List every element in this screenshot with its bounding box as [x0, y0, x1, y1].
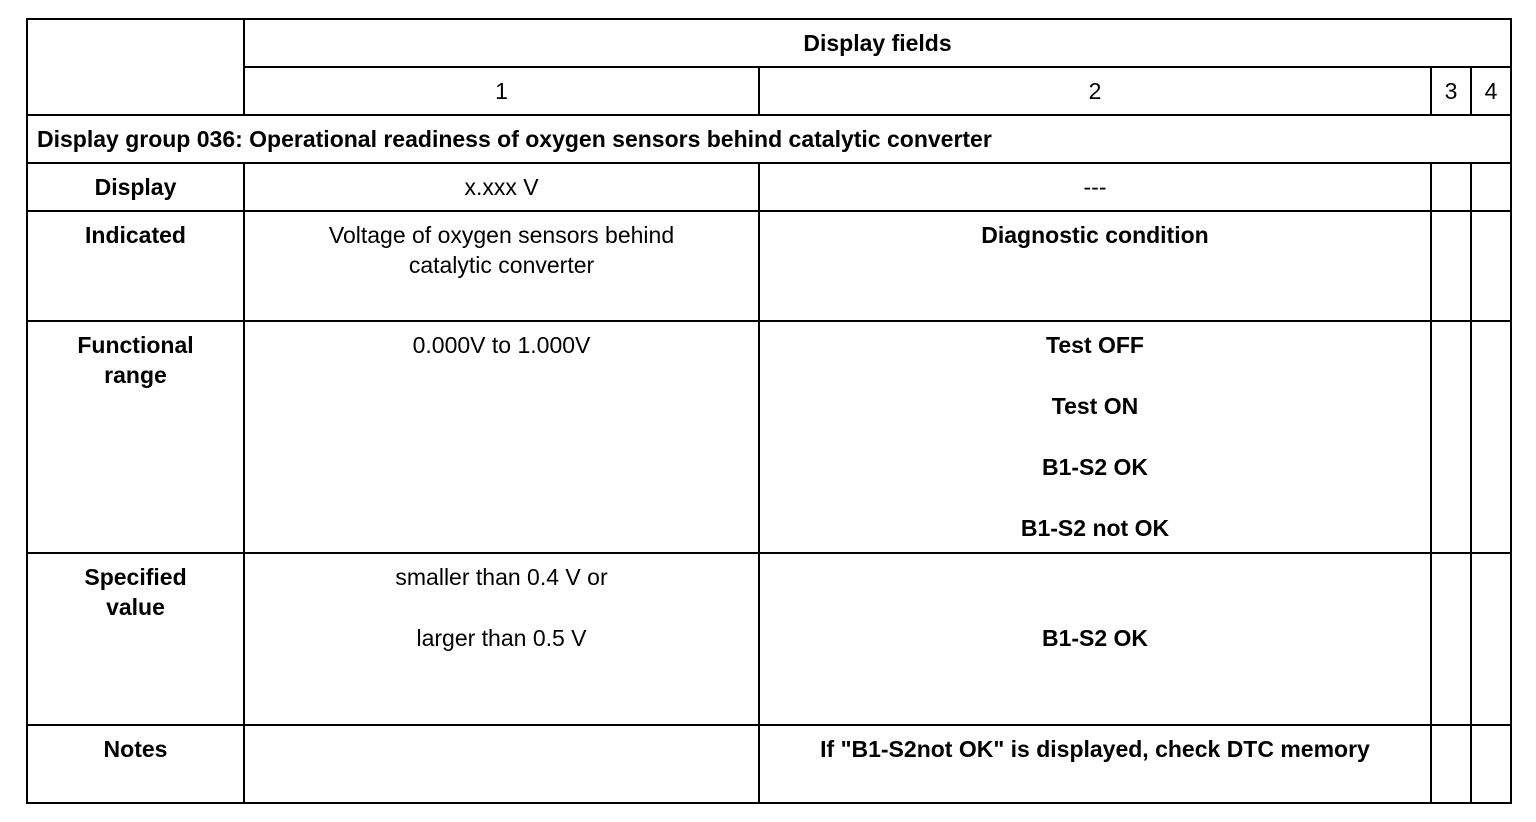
specified-value-field-2: B1-S2 OK [759, 553, 1431, 725]
functional-range-value: B1-S2 OK [1041, 454, 1149, 480]
field-number-3: 3 [1431, 67, 1471, 115]
notes-field-3 [1431, 725, 1471, 803]
corner-cell [27, 19, 244, 115]
functional-range-field-2 [759, 321, 1431, 553]
display-label: Display [27, 163, 244, 211]
specified-value-line2: larger than 0.5 V [416, 625, 587, 651]
display-fields-header: Display fields [244, 19, 1511, 67]
functional-range-row [27, 321, 1511, 553]
functional-range-field-4 [1471, 321, 1511, 553]
functional-range-value: Test ON [1051, 393, 1139, 419]
specified-value-label [27, 553, 244, 725]
functional-range-field-3 [1431, 321, 1471, 553]
indicated-field-4 [1471, 211, 1511, 321]
field-number-4: 4 [1471, 67, 1511, 115]
display-group-table [26, 18, 1512, 804]
specified-value-row [27, 553, 1511, 725]
specified-value-field-3 [1431, 553, 1471, 725]
specified-value-line1: smaller than 0.4 V or [395, 564, 608, 590]
notes-field-1 [244, 725, 759, 803]
functional-range-label [27, 321, 244, 553]
display-row [27, 163, 1511, 211]
display-field-3 [1431, 163, 1471, 211]
indicated-field-1: Voltage of oxygen sensors behind catalytic converter [244, 211, 759, 321]
indicated-field-3 [1431, 211, 1471, 321]
specified-value-field-4 [1471, 553, 1511, 725]
notes-field-4 [1471, 725, 1511, 803]
indicated-row [27, 211, 1511, 321]
field-number-2: 2 [759, 67, 1431, 115]
indicated-label: Indicated [27, 211, 244, 321]
functional-range-label-line2: range [104, 362, 167, 388]
notes-field-2: If "B1-S2not OK" is displayed, check DTC memory [759, 725, 1431, 803]
notes-row [27, 725, 1511, 803]
field-number-1: 1 [244, 67, 759, 115]
field-number-row [27, 67, 1511, 115]
specified-value-label-line1: Specified [84, 564, 187, 590]
functional-range-value: Test OFF [1046, 332, 1144, 358]
indicated-field-2: Diagnostic condition [759, 211, 1431, 321]
functional-range-value: B1-S2 not OK [1020, 515, 1170, 541]
display-field-1: x.xxx V [244, 163, 759, 211]
group-title-row [27, 115, 1511, 163]
specified-value-field-1 [244, 553, 759, 725]
display-field-2: --- [759, 163, 1431, 211]
group-title: Display group 036: Operational readiness of oxygen sensors behind catalytic converter [27, 115, 1511, 163]
header-row [27, 19, 1511, 67]
functional-range-label-line1: Functional [77, 332, 194, 358]
specified-value-label-line2: value [106, 594, 165, 620]
notes-label: Notes [27, 725, 244, 803]
functional-range-field-1: 0.000V to 1.000V [244, 321, 759, 553]
display-field-4 [1471, 163, 1511, 211]
